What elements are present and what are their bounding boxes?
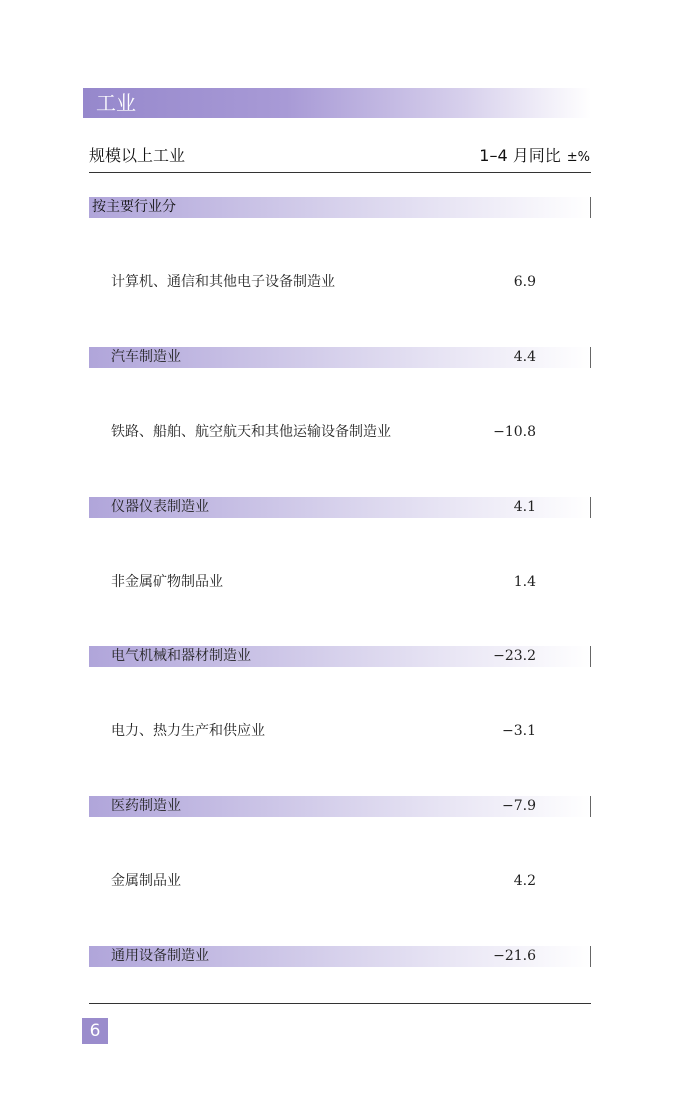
page-number: 6 xyxy=(82,1018,108,1044)
row-end-tick xyxy=(590,946,591,967)
industry-value: 1.4 xyxy=(513,574,536,590)
category-header: 按主要行业分 xyxy=(92,199,176,215)
industry-value: −3.1 xyxy=(502,723,536,739)
industry-label: 电力、热力生产和供应业 xyxy=(111,723,265,739)
table-row xyxy=(89,646,591,667)
table-bottom-rule xyxy=(89,1003,591,1004)
table-top-rule xyxy=(89,172,591,173)
table-row xyxy=(89,572,591,593)
industry-value: 6.9 xyxy=(513,274,536,290)
table-period: 1–4 月同比 xyxy=(479,146,561,165)
industry-label: 铁路、船舶、航空航天和其他运输设备制造业 xyxy=(111,424,391,440)
table-row xyxy=(89,422,591,443)
industry-label: 医药制造业 xyxy=(111,798,181,814)
industry-value: 4.1 xyxy=(513,499,536,515)
section-title: 工业 xyxy=(96,91,136,115)
table-row xyxy=(89,871,591,892)
industry-label: 电气机械和器材制造业 xyxy=(111,648,251,664)
industry-label: 仪器仪表制造业 xyxy=(111,499,209,515)
row-end-tick xyxy=(590,497,591,518)
table-row xyxy=(89,497,591,518)
table-row xyxy=(89,721,591,742)
row-end-tick xyxy=(590,197,591,218)
table-row xyxy=(89,347,591,368)
row-end-tick xyxy=(590,646,591,667)
industry-value: −7.9 xyxy=(502,798,536,814)
industry-label: 汽车制造业 xyxy=(111,349,181,365)
table-row xyxy=(89,272,591,293)
section-header-bar xyxy=(83,88,591,118)
industry-label: 计算机、通信和其他电子设备制造业 xyxy=(111,274,335,290)
industry-label: 通用设备制造业 xyxy=(111,948,209,964)
industry-value: 4.4 xyxy=(513,349,536,365)
industry-label: 非金属矿物制品业 xyxy=(111,574,223,590)
industry-value: −10.8 xyxy=(493,424,536,440)
industry-value: −21.6 xyxy=(493,948,536,964)
row-end-tick xyxy=(590,347,591,368)
category-header-row xyxy=(89,197,591,218)
row-end-tick xyxy=(590,796,591,817)
table-period-unit xyxy=(479,145,590,169)
table-title: 规模以上工业 xyxy=(89,146,186,165)
table-row xyxy=(89,796,591,817)
industry-value: −23.2 xyxy=(493,648,536,664)
table-row xyxy=(89,946,591,967)
table-unit: ±% xyxy=(566,150,590,165)
industry-label: 金属制品业 xyxy=(111,873,181,889)
industry-value: 4.2 xyxy=(513,873,536,889)
